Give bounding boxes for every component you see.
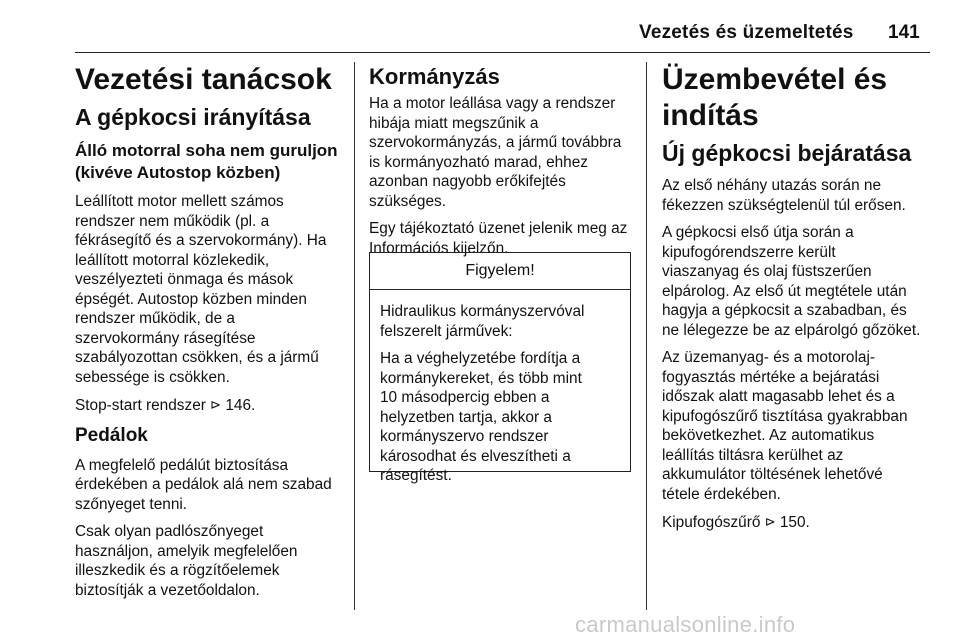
text-line: leállítás tiltásra kerülhet az [662, 446, 844, 464]
paragraph-running-in-1 [662, 176, 930, 215]
text-line: kipufogórendszerre került [662, 243, 836, 261]
text-line: biztosítják a vezetőoldalon. [75, 581, 260, 599]
text-line: szőnyeget tenni. [75, 495, 188, 513]
paragraph-running-in-2 [662, 223, 930, 340]
column-divider-left [354, 62, 355, 610]
page-reference-arrow-icon: ⊳ [764, 514, 776, 529]
paragraph-pedals-1 [75, 456, 347, 515]
running-header-title: Vezetés és üzemeltetés [639, 22, 854, 43]
column-divider-right [646, 62, 647, 610]
text-line: sebessége is csökken. [75, 368, 230, 386]
text-line: használjon, amelyik megfelelően [75, 542, 298, 560]
text-line: fékezzen szükségtelenül túl erősen. [662, 196, 906, 214]
cross-reference-page: 146. [225, 397, 256, 414]
warning-paragraph-2 [380, 349, 620, 486]
section-title-startup: Üzembevétel és indítás [662, 63, 888, 132]
text-line: A megfelelő pedálút biztosítása [75, 456, 289, 474]
page-number: 141 [888, 22, 920, 43]
column-1 [75, 62, 347, 600]
text-line: fogyasztás mértéke a bejáratási [662, 368, 880, 386]
heading-line: Álló motorral soha nem guruljon [75, 141, 338, 160]
text-line: épségét. Autostop közben minden [75, 290, 307, 308]
text-line: akkumulátor töltésének lehetővé [662, 466, 883, 483]
text-line: Az üzemanyag- és a motorolaj- [662, 349, 875, 366]
topic-heading-steering: Kormányzás [369, 64, 500, 89]
page-reference-arrow-icon: ⊳ [210, 397, 222, 412]
text-line: Ha a motor leállása vagy a rendszer [369, 95, 616, 112]
cross-reference-text: Kipufogószűrő [662, 514, 761, 531]
text-line: fékrásegítő és a szervokormány). Ha [75, 232, 327, 249]
text-line: rendszer nem működik (pl. a [75, 212, 270, 230]
text-line: illeszkedik és a rögzítőelemek [75, 562, 280, 579]
text-line: tétele érdekében. [662, 485, 781, 503]
text-line: veszélyezteti önmaga és mások [75, 271, 294, 288]
warning-paragraph-1 [380, 302, 620, 341]
text-line: Ha a véghelyzetébe fordítja a [380, 350, 581, 367]
text-line: szükséges. [369, 192, 446, 210]
text-line: szabályozottan csökken, és a jármű [75, 349, 319, 366]
text-line: leállított motorral közlekedik, [75, 251, 270, 269]
text-line: kipufogószűrő tisztítása gyakrabban [662, 407, 908, 425]
text-line: A gépkocsi első útja során a [662, 224, 854, 241]
cross-reference-page: 150. [779, 514, 810, 531]
cross-reference-exhaust-filter[interactable] [662, 512, 930, 533]
paragraph-running-in-3 [662, 348, 930, 504]
cross-reference-text: Stop-start rendszer [75, 397, 206, 414]
warning-box [369, 252, 631, 484]
text-line: viaszanyag és olaj füstszerűen [662, 263, 872, 280]
text-line: Leállított motor mellett számos [75, 193, 284, 210]
topic-heading-engine-off [75, 140, 347, 184]
text-line: is kormányozható marad, ehhez [369, 153, 589, 171]
text-line: 10 másodpercig ebben a [380, 389, 550, 406]
text-line: szervokormányzás, a jármű továbbra [369, 134, 622, 151]
section-title: Vezetési tanácsok [75, 63, 332, 96]
text-line: szervokormány rásegítése [75, 329, 256, 347]
text-line: elpárolog. Az első út megtétele után [662, 282, 907, 300]
text-line: bekövetkezhet. Az automatikus [662, 427, 875, 444]
topic-heading-pedals: Pedálok [75, 424, 148, 446]
text-line: időszak alatt magasabb lehet és a [662, 388, 895, 405]
column-2 [369, 62, 639, 258]
text-line: rendszer működik, de a [75, 310, 235, 327]
text-line: Információs kijelzőn. [369, 239, 509, 257]
column-3 [662, 62, 930, 533]
header-rule [75, 52, 930, 53]
text-line: rásegítést. [380, 467, 452, 484]
text-line: helyzetben tartja, akkor a [380, 408, 552, 426]
text-line: hibája miatt megszűnik a [369, 114, 539, 132]
text-line: felszerelt járművek: [380, 322, 513, 340]
text-line: érdekében a pedálok alá nem szabad [75, 476, 332, 493]
warning-title: Figyelem! [370, 253, 630, 290]
text-line: hagyja a gépkocsit a szabadban, és [662, 302, 907, 319]
paragraph-steering-1 [369, 94, 639, 211]
text-line: azonban nagyobb erőkifejtés [369, 173, 566, 190]
paragraph-engine-off [75, 192, 347, 387]
cross-reference-stop-start[interactable] [75, 395, 347, 416]
text-line: kormányszervo rendszer [380, 428, 549, 445]
paragraph-pedals-2 [75, 522, 347, 600]
text-line: Az első néhány utazás során ne [662, 177, 882, 194]
text-line: Hidraulikus kormányszervóval [380, 303, 585, 320]
text-line: kormánykereket, és több mint [380, 369, 582, 387]
text-line: Csak olyan padlószőnyeget [75, 523, 264, 540]
subsection-title-running-in: Új gépkocsi bejáratása [662, 140, 912, 166]
text-line: ne lélegezze be az elpárolgó gőzöket. [662, 321, 921, 339]
watermark: carmanualsonline.info [575, 612, 796, 637]
text-line: károsodhat és elveszítheti a [380, 447, 571, 465]
warning-body [370, 290, 630, 486]
heading-line: (kivéve Autostop közben) [75, 163, 281, 182]
subsection-title: A gépkocsi irányítása [75, 104, 311, 130]
text-line: Egy tájékoztató üzenet jelenik meg az [369, 220, 628, 237]
